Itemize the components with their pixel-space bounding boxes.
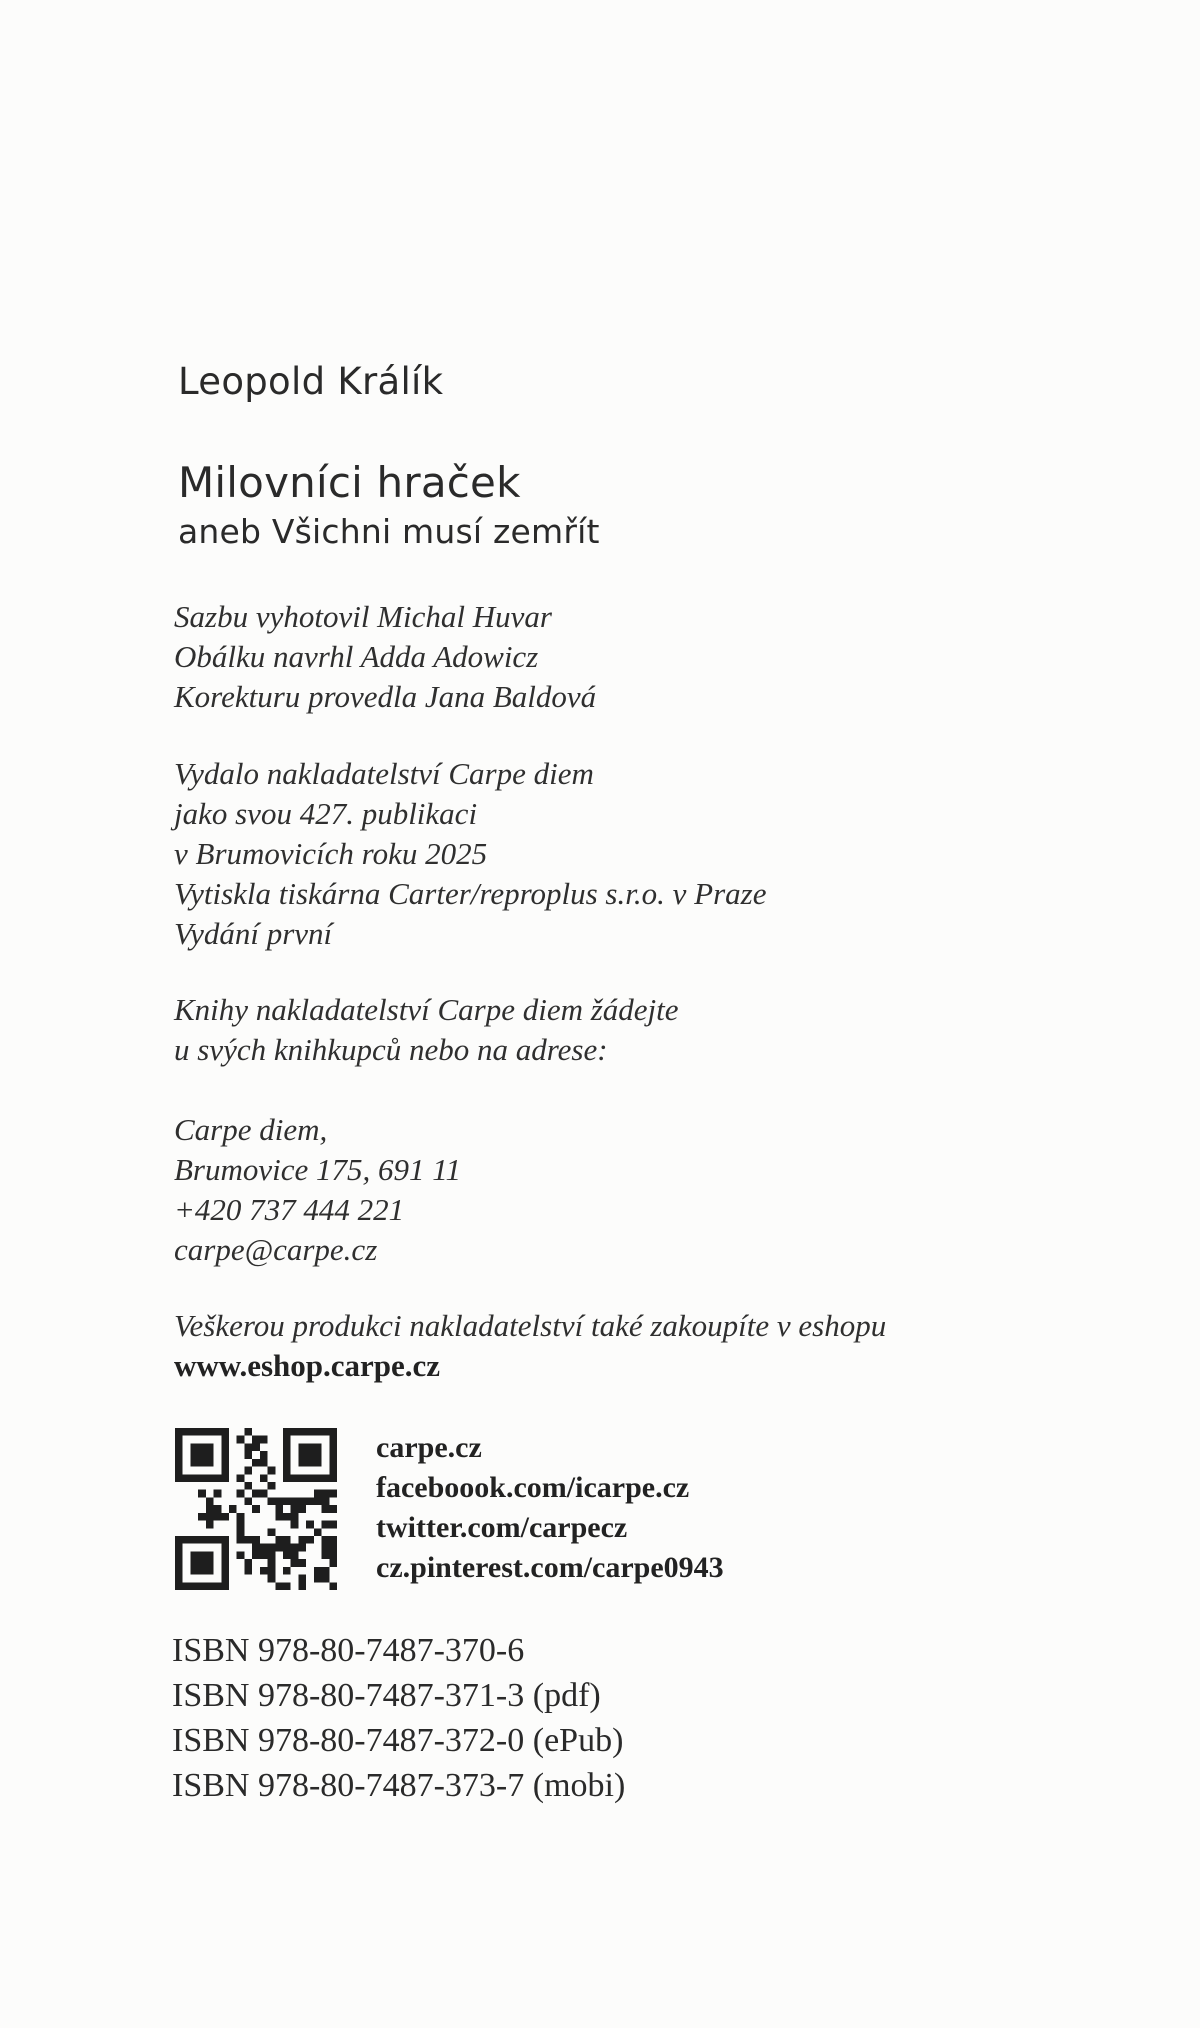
- qr-module: [190, 1536, 198, 1544]
- qr-module: [268, 1551, 276, 1559]
- qr-module: [175, 1559, 183, 1567]
- qr-module: [221, 1428, 229, 1436]
- qr-module: [283, 1536, 291, 1544]
- qr-module: [244, 1567, 252, 1575]
- credit-line: Obálku navrhl Adda Adowicz: [174, 639, 539, 674]
- qr-module: [306, 1459, 314, 1467]
- qr-module: [175, 1459, 183, 1467]
- qr-module: [190, 1428, 198, 1436]
- qr-module: [329, 1474, 337, 1482]
- qr-module: [244, 1497, 252, 1505]
- qr-module: [291, 1551, 299, 1559]
- qr-module: [214, 1490, 222, 1498]
- qr-module: [206, 1443, 214, 1451]
- qr-module: [221, 1451, 229, 1459]
- qr-module: [175, 1428, 183, 1436]
- qr-module: [221, 1436, 229, 1444]
- qr-module: [190, 1474, 198, 1482]
- qr-module: [244, 1559, 252, 1567]
- isbn-mobi: ISBN 978-80-7487-373-7 (mobi): [172, 1767, 626, 1804]
- qr-module: [198, 1490, 206, 1498]
- qr-module: [306, 1497, 314, 1505]
- qr-module: [298, 1459, 306, 1467]
- qr-module: [268, 1567, 276, 1575]
- qr-module: [329, 1428, 337, 1436]
- qr-module: [175, 1536, 183, 1544]
- qr-module: [175, 1582, 183, 1590]
- qr-module: [298, 1497, 306, 1505]
- qr-module: [221, 1474, 229, 1482]
- qr-module: [198, 1536, 206, 1544]
- book-title: Milovníci hraček: [178, 458, 521, 507]
- qr-module: [306, 1521, 314, 1529]
- qr-module: [198, 1474, 206, 1482]
- qr-module: [244, 1443, 252, 1451]
- qr-module: [291, 1513, 299, 1521]
- qr-module: [329, 1467, 337, 1475]
- qr-module: [221, 1513, 229, 1521]
- qr-module: [190, 1451, 198, 1459]
- qr-module: [214, 1513, 222, 1521]
- qr-module: [268, 1482, 276, 1490]
- qr-module: [260, 1474, 268, 1482]
- qr-module: [306, 1474, 314, 1482]
- qr-module: [252, 1544, 260, 1552]
- qr-module: [322, 1536, 330, 1544]
- qr-module: [260, 1544, 268, 1552]
- qr-module: [283, 1467, 291, 1475]
- publication-line: Vytiskla tiskárna Carter/reproplus s.r.o. v Praze: [174, 876, 767, 911]
- qr-module: [244, 1428, 252, 1436]
- isbn-list: [172, 1628, 625, 1808]
- qr-module: [237, 1474, 245, 1482]
- qr-module: [237, 1536, 245, 1544]
- qr-module: [329, 1582, 337, 1590]
- qr-module: [190, 1443, 198, 1451]
- qr-module: [283, 1567, 291, 1575]
- qr-module: [221, 1567, 229, 1575]
- qr-module: [283, 1428, 291, 1436]
- qr-module: [260, 1567, 268, 1575]
- qr-module: [237, 1436, 245, 1444]
- qr-module: [175, 1474, 183, 1482]
- qr-module: [291, 1505, 299, 1513]
- qr-module: [260, 1551, 268, 1559]
- ordering-line: Knihy nakladatelství Carpe diem žádejte: [174, 992, 679, 1027]
- qr-module: [183, 1536, 191, 1544]
- qr-module: [206, 1567, 214, 1575]
- contact-block: [174, 1110, 461, 1270]
- qr-module: [268, 1528, 276, 1536]
- qr-module: [283, 1513, 291, 1521]
- qr-module: [198, 1451, 206, 1459]
- credit-line: Sazbu vyhotovil Michal Huvar: [174, 599, 552, 634]
- qr-module: [190, 1582, 198, 1590]
- qr-module: [260, 1490, 268, 1498]
- qr-module: [283, 1544, 291, 1552]
- qr-module: [237, 1551, 245, 1559]
- qr-module: [206, 1536, 214, 1544]
- qr-module: [214, 1428, 222, 1436]
- qr-module: [329, 1551, 337, 1559]
- qr-module: [298, 1582, 306, 1590]
- qr-module: [221, 1459, 229, 1467]
- link-website[interactable]: carpe.cz: [376, 1431, 482, 1464]
- qr-module: [298, 1443, 306, 1451]
- qr-module: [252, 1459, 260, 1467]
- qr-module: [221, 1575, 229, 1583]
- qr-module: [206, 1451, 214, 1459]
- qr-module: [221, 1559, 229, 1567]
- qr-module: [306, 1451, 314, 1459]
- qr-module: [283, 1474, 291, 1482]
- qr-module: [206, 1513, 214, 1521]
- qr-module: [306, 1536, 314, 1544]
- qr-module: [237, 1521, 245, 1529]
- qr-module: [329, 1490, 337, 1498]
- link-pinterest[interactable]: cz.pinterest.com/carpe0943: [376, 1551, 724, 1584]
- qr-module: [175, 1443, 183, 1451]
- qr-module: [283, 1582, 291, 1590]
- qr-module: [206, 1582, 214, 1590]
- publication-line: v Brumovicích roku 2025: [174, 836, 488, 871]
- qr-module: [298, 1505, 306, 1513]
- qr-module: [260, 1459, 268, 1467]
- qr-module: [183, 1582, 191, 1590]
- qr-module: [252, 1505, 260, 1513]
- qr-module: [244, 1451, 252, 1459]
- qr-module: [206, 1474, 214, 1482]
- qr-module: [283, 1551, 291, 1559]
- link-facebook[interactable]: faceboook.com/icarpe.cz: [376, 1471, 690, 1504]
- qr-module: [175, 1451, 183, 1459]
- qr-module: [322, 1474, 330, 1482]
- ordering-line: u svých knihkupců nebo na adrese:: [174, 1032, 608, 1067]
- qr-module: [314, 1428, 322, 1436]
- qr-module: [221, 1443, 229, 1451]
- qr-module: [244, 1467, 252, 1475]
- qr-module: [329, 1459, 337, 1467]
- link-twitter[interactable]: twitter.com/carpecz: [376, 1511, 628, 1544]
- qr-module: [221, 1467, 229, 1475]
- qr-module: [314, 1451, 322, 1459]
- qr-module: [322, 1490, 330, 1498]
- qr-module: [206, 1559, 214, 1567]
- qr-module: [283, 1497, 291, 1505]
- qr-module: [322, 1521, 330, 1529]
- qr-module: [275, 1544, 283, 1552]
- qr-module: [206, 1505, 214, 1513]
- qr-module: [314, 1528, 322, 1536]
- qr-module: [237, 1528, 245, 1536]
- qr-module: [198, 1428, 206, 1436]
- qr-module: [322, 1497, 330, 1505]
- qr-module: [175, 1544, 183, 1552]
- qr-module: [268, 1497, 276, 1505]
- qr-module: [329, 1521, 337, 1529]
- qr-module: [306, 1428, 314, 1436]
- qr-module: [329, 1559, 337, 1567]
- credit-line: Korekturu provedla Jana Baldová: [174, 679, 597, 714]
- qr-module: [275, 1513, 283, 1521]
- qr-module: [175, 1467, 183, 1475]
- qr-module: [268, 1467, 276, 1475]
- qr-module: [221, 1536, 229, 1544]
- qr-module: [329, 1505, 337, 1513]
- qr-module: [190, 1567, 198, 1575]
- publication-line: Vydání první: [174, 916, 333, 951]
- qr-module: [214, 1536, 222, 1544]
- eshop-url: www.eshop.carpe.cz: [174, 1348, 441, 1383]
- qr-module: [291, 1521, 299, 1529]
- author-name: Leopold Králík: [178, 360, 444, 403]
- qr-module: [314, 1474, 322, 1482]
- qr-module: [252, 1443, 260, 1451]
- qr-module: [252, 1490, 260, 1498]
- qr-module: [314, 1459, 322, 1467]
- isbn-pdf: ISBN 978-80-7487-371-3 (pdf): [172, 1677, 601, 1714]
- qr-module: [322, 1505, 330, 1513]
- qr-module: [190, 1559, 198, 1567]
- qr-module: [314, 1497, 322, 1505]
- qr-module: [322, 1567, 330, 1575]
- qr-module: [268, 1559, 276, 1567]
- contact-company: Carpe diem,: [174, 1112, 328, 1147]
- eshop-block: [174, 1306, 886, 1386]
- qr-module: [298, 1575, 306, 1583]
- qr-code-icon: [172, 1428, 340, 1590]
- qr-module: [298, 1544, 306, 1552]
- qr-module: [252, 1436, 260, 1444]
- qr-module: [298, 1536, 306, 1544]
- contact-phone: +420 737 444 221: [174, 1192, 405, 1227]
- qr-module: [329, 1536, 337, 1544]
- qr-module: [206, 1459, 214, 1467]
- qr-module: [283, 1443, 291, 1451]
- qr-module: [268, 1575, 276, 1583]
- qr-module: [298, 1451, 306, 1459]
- qr-module: [198, 1559, 206, 1567]
- qr-module: [175, 1436, 183, 1444]
- qr-module: [214, 1505, 222, 1513]
- qr-module: [198, 1582, 206, 1590]
- ordering-block: [174, 990, 679, 1070]
- qr-module: [237, 1513, 245, 1521]
- qr-module: [175, 1575, 183, 1583]
- qr-module: [175, 1567, 183, 1575]
- qr-module: [221, 1544, 229, 1552]
- qr-module: [260, 1451, 268, 1459]
- qr-module: [252, 1536, 260, 1544]
- qr-module: [206, 1428, 214, 1436]
- qr-module: [198, 1513, 206, 1521]
- qr-module: [291, 1497, 299, 1505]
- qr-module: [283, 1436, 291, 1444]
- qr-module: [314, 1575, 322, 1583]
- qr-module: [322, 1551, 330, 1559]
- qr-module: [329, 1443, 337, 1451]
- qr-module: [298, 1474, 306, 1482]
- qr-module: [221, 1551, 229, 1559]
- qr-module: [221, 1582, 229, 1590]
- qr-module: [214, 1474, 222, 1482]
- qr-module: [306, 1443, 314, 1451]
- qr-module: [229, 1505, 237, 1513]
- qr-module: [322, 1575, 330, 1583]
- qr-module: [283, 1451, 291, 1459]
- isbn-print: ISBN 978-80-7487-370-6: [172, 1632, 525, 1669]
- qr-module: [252, 1551, 260, 1559]
- eshop-text: Veškerou produkci nakladatelství také zakoupíte v eshopu: [174, 1308, 887, 1343]
- credits-block: [174, 597, 596, 717]
- qr-module: [260, 1436, 268, 1444]
- publication-line: jako svou 427. publikaci: [174, 796, 478, 831]
- qr-module: [198, 1551, 206, 1559]
- qr-module: [275, 1497, 283, 1505]
- qr-module: [291, 1544, 299, 1552]
- contact-address: Brumovice 175, 691 11: [174, 1152, 461, 1187]
- qr-module: [183, 1428, 191, 1436]
- qr-module: [298, 1428, 306, 1436]
- contact-email: carpe@carpe.cz: [174, 1232, 378, 1267]
- qr-module: [214, 1582, 222, 1590]
- qr-module: [175, 1551, 183, 1559]
- qr-module: [291, 1474, 299, 1482]
- qr-module: [275, 1536, 283, 1544]
- qr-module: [291, 1559, 299, 1567]
- publication-line: Vydalo nakladatelství Carpe diem: [174, 756, 594, 791]
- qr-module: [190, 1551, 198, 1559]
- qr-module: [206, 1551, 214, 1559]
- qr-module: [206, 1497, 214, 1505]
- qr-module: [244, 1482, 252, 1490]
- qr-module: [198, 1459, 206, 1467]
- qr-module: [322, 1544, 330, 1552]
- qr-module: [291, 1428, 299, 1436]
- qr-module: [314, 1443, 322, 1451]
- qr-module: [329, 1544, 337, 1552]
- qr-module: [329, 1436, 337, 1444]
- qr-module: [198, 1567, 206, 1575]
- book-subtitle: aneb Všichni musí zemřít: [178, 512, 600, 551]
- qr-module: [314, 1490, 322, 1498]
- qr-module: [190, 1459, 198, 1467]
- qr-module: [298, 1559, 306, 1567]
- qr-module: [322, 1428, 330, 1436]
- qr-module: [275, 1505, 283, 1513]
- qr-module: [314, 1567, 322, 1575]
- social-links: [376, 1428, 724, 1588]
- qr-module: [275, 1582, 283, 1590]
- qr-module: [268, 1544, 276, 1552]
- qr-module: [198, 1443, 206, 1451]
- qr-module: [237, 1490, 245, 1498]
- qr-module: [244, 1536, 252, 1544]
- publication-block: [174, 754, 766, 954]
- qr-module: [329, 1451, 337, 1459]
- qr-module: [183, 1474, 191, 1482]
- qr-module: [206, 1521, 214, 1529]
- isbn-epub: ISBN 978-80-7487-372-0 (ePub): [172, 1722, 624, 1759]
- qr-module: [283, 1459, 291, 1467]
